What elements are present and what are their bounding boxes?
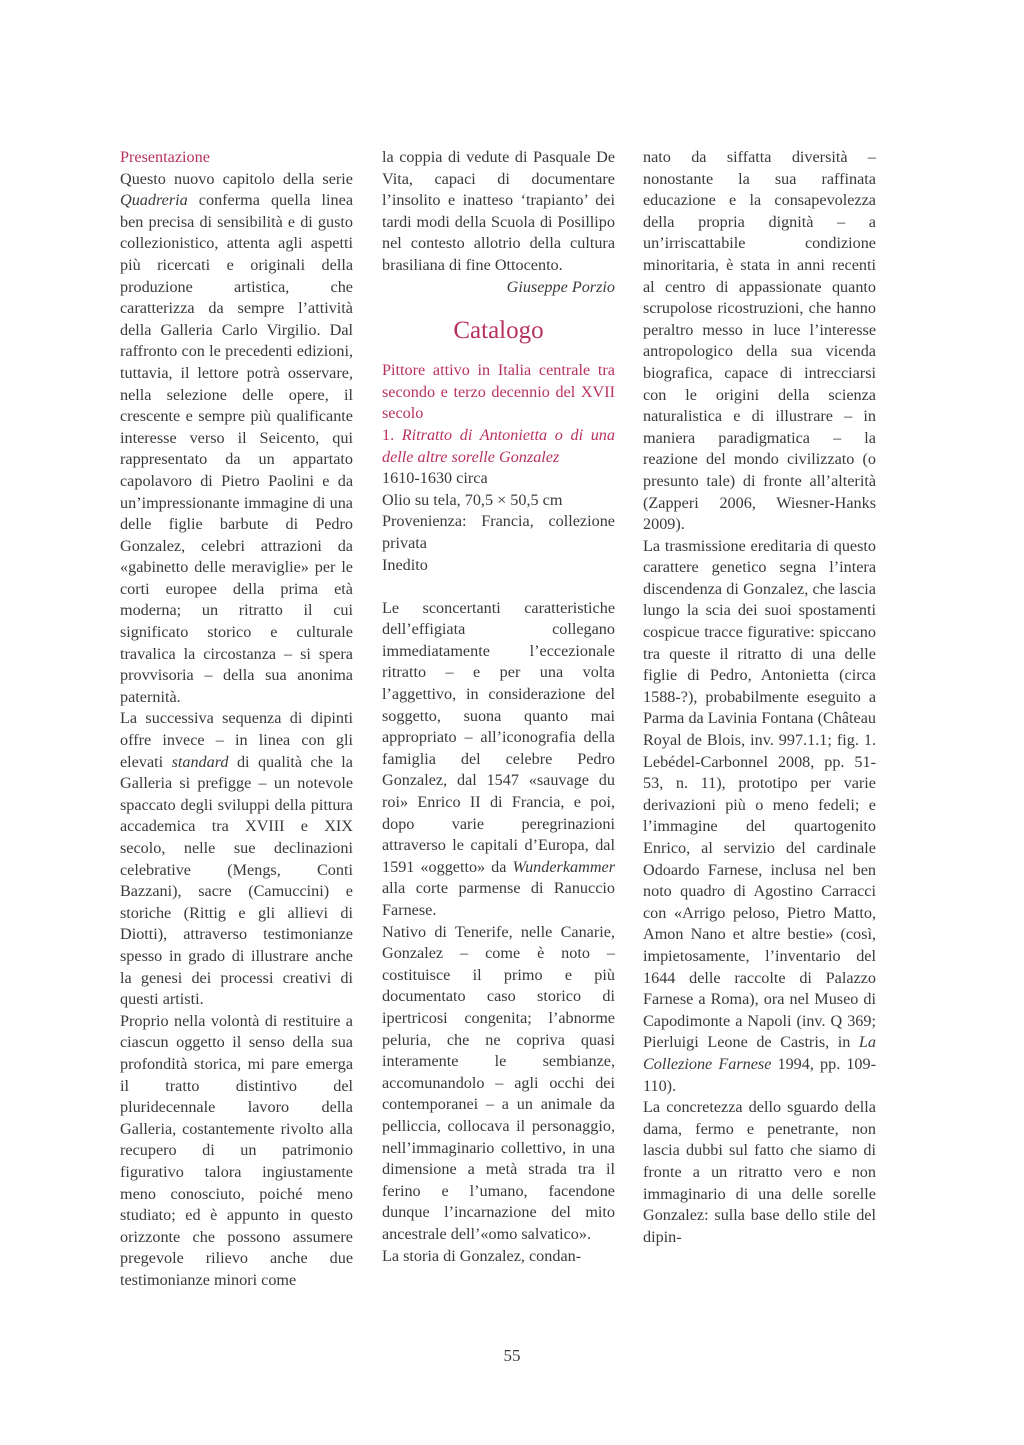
italic-text: standard bbox=[171, 752, 229, 771]
paragraph: La storia di Gonzalez, condan- bbox=[382, 1246, 582, 1265]
artwork-medium: Olio su tela, 70,5 × 50,5 cm bbox=[382, 490, 563, 509]
column-2 bbox=[382, 147, 615, 1267]
column-1 bbox=[120, 147, 353, 1291]
column-3 bbox=[643, 147, 876, 1248]
paragraph: Proprio nella volontà di restituire a ciascun oggetto il senso della sua profondità storica, mi pare emerga il tratto distintivo del pluridecennale lavoro della Galleria, costantemente rivolto alla recupero di un patrimonio figurativo talora ingiustamente meno conosciuto, poiché meno studiato; ed è appunto in questo orizzonte che possono assumere pregevole rilievo anche due testimonianze minori come bbox=[120, 1011, 353, 1289]
paragraph: Questo nuovo capitolo della serie Quadreria conferma quella linea ben precisa di sensibilità e di gusto collezionistico, attenta agli aspetti più ricercati e originali della produzione artistica, che caratterizza da sempre l’attività della Galleria Carlo Virgilio. Dal raffronto con le precedenti edizioni, tuttavia, il lettore potrà osservare, nella selezione delle opere, il crescente e sempre più qualificante interesse verso il Seicento, qui rappresentato da un appartato capolavoro di Pietro Paolini e da un’impressionante immagine di una delle figlie barbute di Pedro Gonzalez, celebri attrazioni da «gabinetto delle meraviglie» per le corti europee della prima età moderna; un ritratto il cui significato storico e culturale travalica la circostanza – si spera provvisoria – della sua anonima paternità. bbox=[120, 169, 353, 706]
italic-text: Quadreria bbox=[120, 191, 188, 210]
artwork-date: 1610-1630 circa bbox=[382, 469, 488, 488]
paragraph: La concretezza dello sguardo della dama, fermo e penetrante, non lascia dubbi sul fatto che siamo di fronte a un ritratto vero e non immaginario di una delle sorelle Gonzalez: sulla base dello stile del dipin- bbox=[643, 1098, 876, 1246]
catalog-artist: Pittore attivo in Italia centrale tra secondo e terzo decennio del XVII secolo bbox=[382, 361, 615, 423]
author-signature: Giuseppe Porzio bbox=[506, 277, 615, 296]
paragraph: Nativo di Tenerife, nelle Canarie, Gonzalez – come è noto – costituisce il primo e più documentato caso storico di ipertricosi congenita; l’abnorme peluria, che ne copriva quasi interamente le sembianze, accomunandolo – agli occhi dei contemporanei – a un animale da pelliccia, collocava il personaggio, nell’immaginario collettivo, in una dimensione a metà strada tra il ferino e l’umano, facendone dunque l’incarnazione del mito ancestrale dell’«omo salvatico». bbox=[382, 922, 615, 1243]
catalog-entry-title bbox=[382, 425, 615, 468]
italic-text: La Collezione Farnese bbox=[643, 1033, 876, 1073]
catalog-number: 1. bbox=[382, 425, 395, 444]
paragraph: La successiva sequenza di dipinti offre invece – in linea con gli elevati standard di qualità che la Galleria si prefigge – un notevole spaccato degli sviluppi della pittura accademica tra XVIII e XIX secolo, nelle sue declinazioni celebrative (Mengs, Conti Bazzani), sacre (Camuccini) e storiche (Rittig e gli allievi di Diotti), attraverso testimonianze spesso in grado di illustrare anche la genesi dei processi creativi di questi artisti. bbox=[120, 709, 353, 1009]
artwork-status: Inedito bbox=[382, 555, 428, 574]
section-title-catalogo: Catalogo bbox=[453, 317, 544, 345]
italic-text: Wunderkammer bbox=[512, 857, 615, 876]
paragraph: la coppia di vedute di Pasquale De Vita, capaci di documentare l’insolito e inatteso ‘trapianto’ dei tardi modi della Scuola di Posillipo nel contesto allotrio della cultura brasiliana di fine Ottocento. bbox=[382, 148, 615, 274]
artwork-provenance: Provenienza: Francia, collezione privata bbox=[382, 512, 615, 552]
page-number: 55 bbox=[503, 1346, 521, 1365]
artwork-title: Ritratto di Antonietta o di una delle altre sorelle Gonzalez bbox=[382, 425, 615, 466]
paragraph: Le sconcertanti caratteristiche dell’effigiata collegano immediatamente l’eccezionale ritratto – e per una volta l’aggettivo, in considerazione del soggetto, suona quanto mai appropriato – all’iconografia della famiglia del celebre Pedro Gonzalez, dal 1547 «sauvage du roi» Enrico II di Francia, e poi, dopo varie peregrinazioni attraverso le capitali d’Europa, dal 1591 «oggetto» da Wunderkammer alla corte parmense di Ranuccio Farnese. bbox=[382, 598, 615, 919]
paragraph: La trasmissione ereditaria di questo carattere genetico segna l’intera discendenza di Gonzalez, che lascia lungo la scia dei suoi spostamenti cospicue tracce figurative: spiccano tra queste il ritratto di una delle figlie di Pedro, Antonietta (circa 1588-?), probabilmente eseguito a Parma da Lavinia Fontana (Château Royal de Blois, inv. 997.1.1; fig. 1. Lebédel-Carbonnel 2008, pp. 51-53, n. 11), prototipo per varie derivazioni più o meno fedeli; e l’immagine del quartogenito Enrico, al servizio del cardinale Odoardo Farnese, inclusa nel ben noto quadro di Agostino Carracci con «Arrigo peloso, Pietro Matto, Amon Nano et altre bestie» (così, impietosamente, l’inventario del 1644 delle raccolte di Palazzo Farnese a Roma), ora nel Museo di Capodimonte a Napoli (inv. Q 369; Pierluigi Leone de Castris, in La Collezione Farnese 1994, pp. 109-110). bbox=[643, 536, 876, 1095]
paragraph: nato da siffatta diversità – nonostante la sua raffinata educazione e la consapevolezza della propria dignità – a un’irriscattabile condizione minoritaria, è stata in anni recenti al centro di appassionate quanto scrupolose ricostruzioni, che hanno peraltro messo in luce l’interesse antropologico della sua vicenda biografica, capace di intrecciarsi con le origini della scienza naturalistica e di illustrare – in maniera paradigmatica – la reazione del mondo civilizzato (o presunto tale) di fronte all’alterità (Zapperi 2006, Wiesner-Hanks 2009). bbox=[643, 148, 876, 534]
section-heading-presentazione: Presentazione bbox=[120, 148, 210, 166]
